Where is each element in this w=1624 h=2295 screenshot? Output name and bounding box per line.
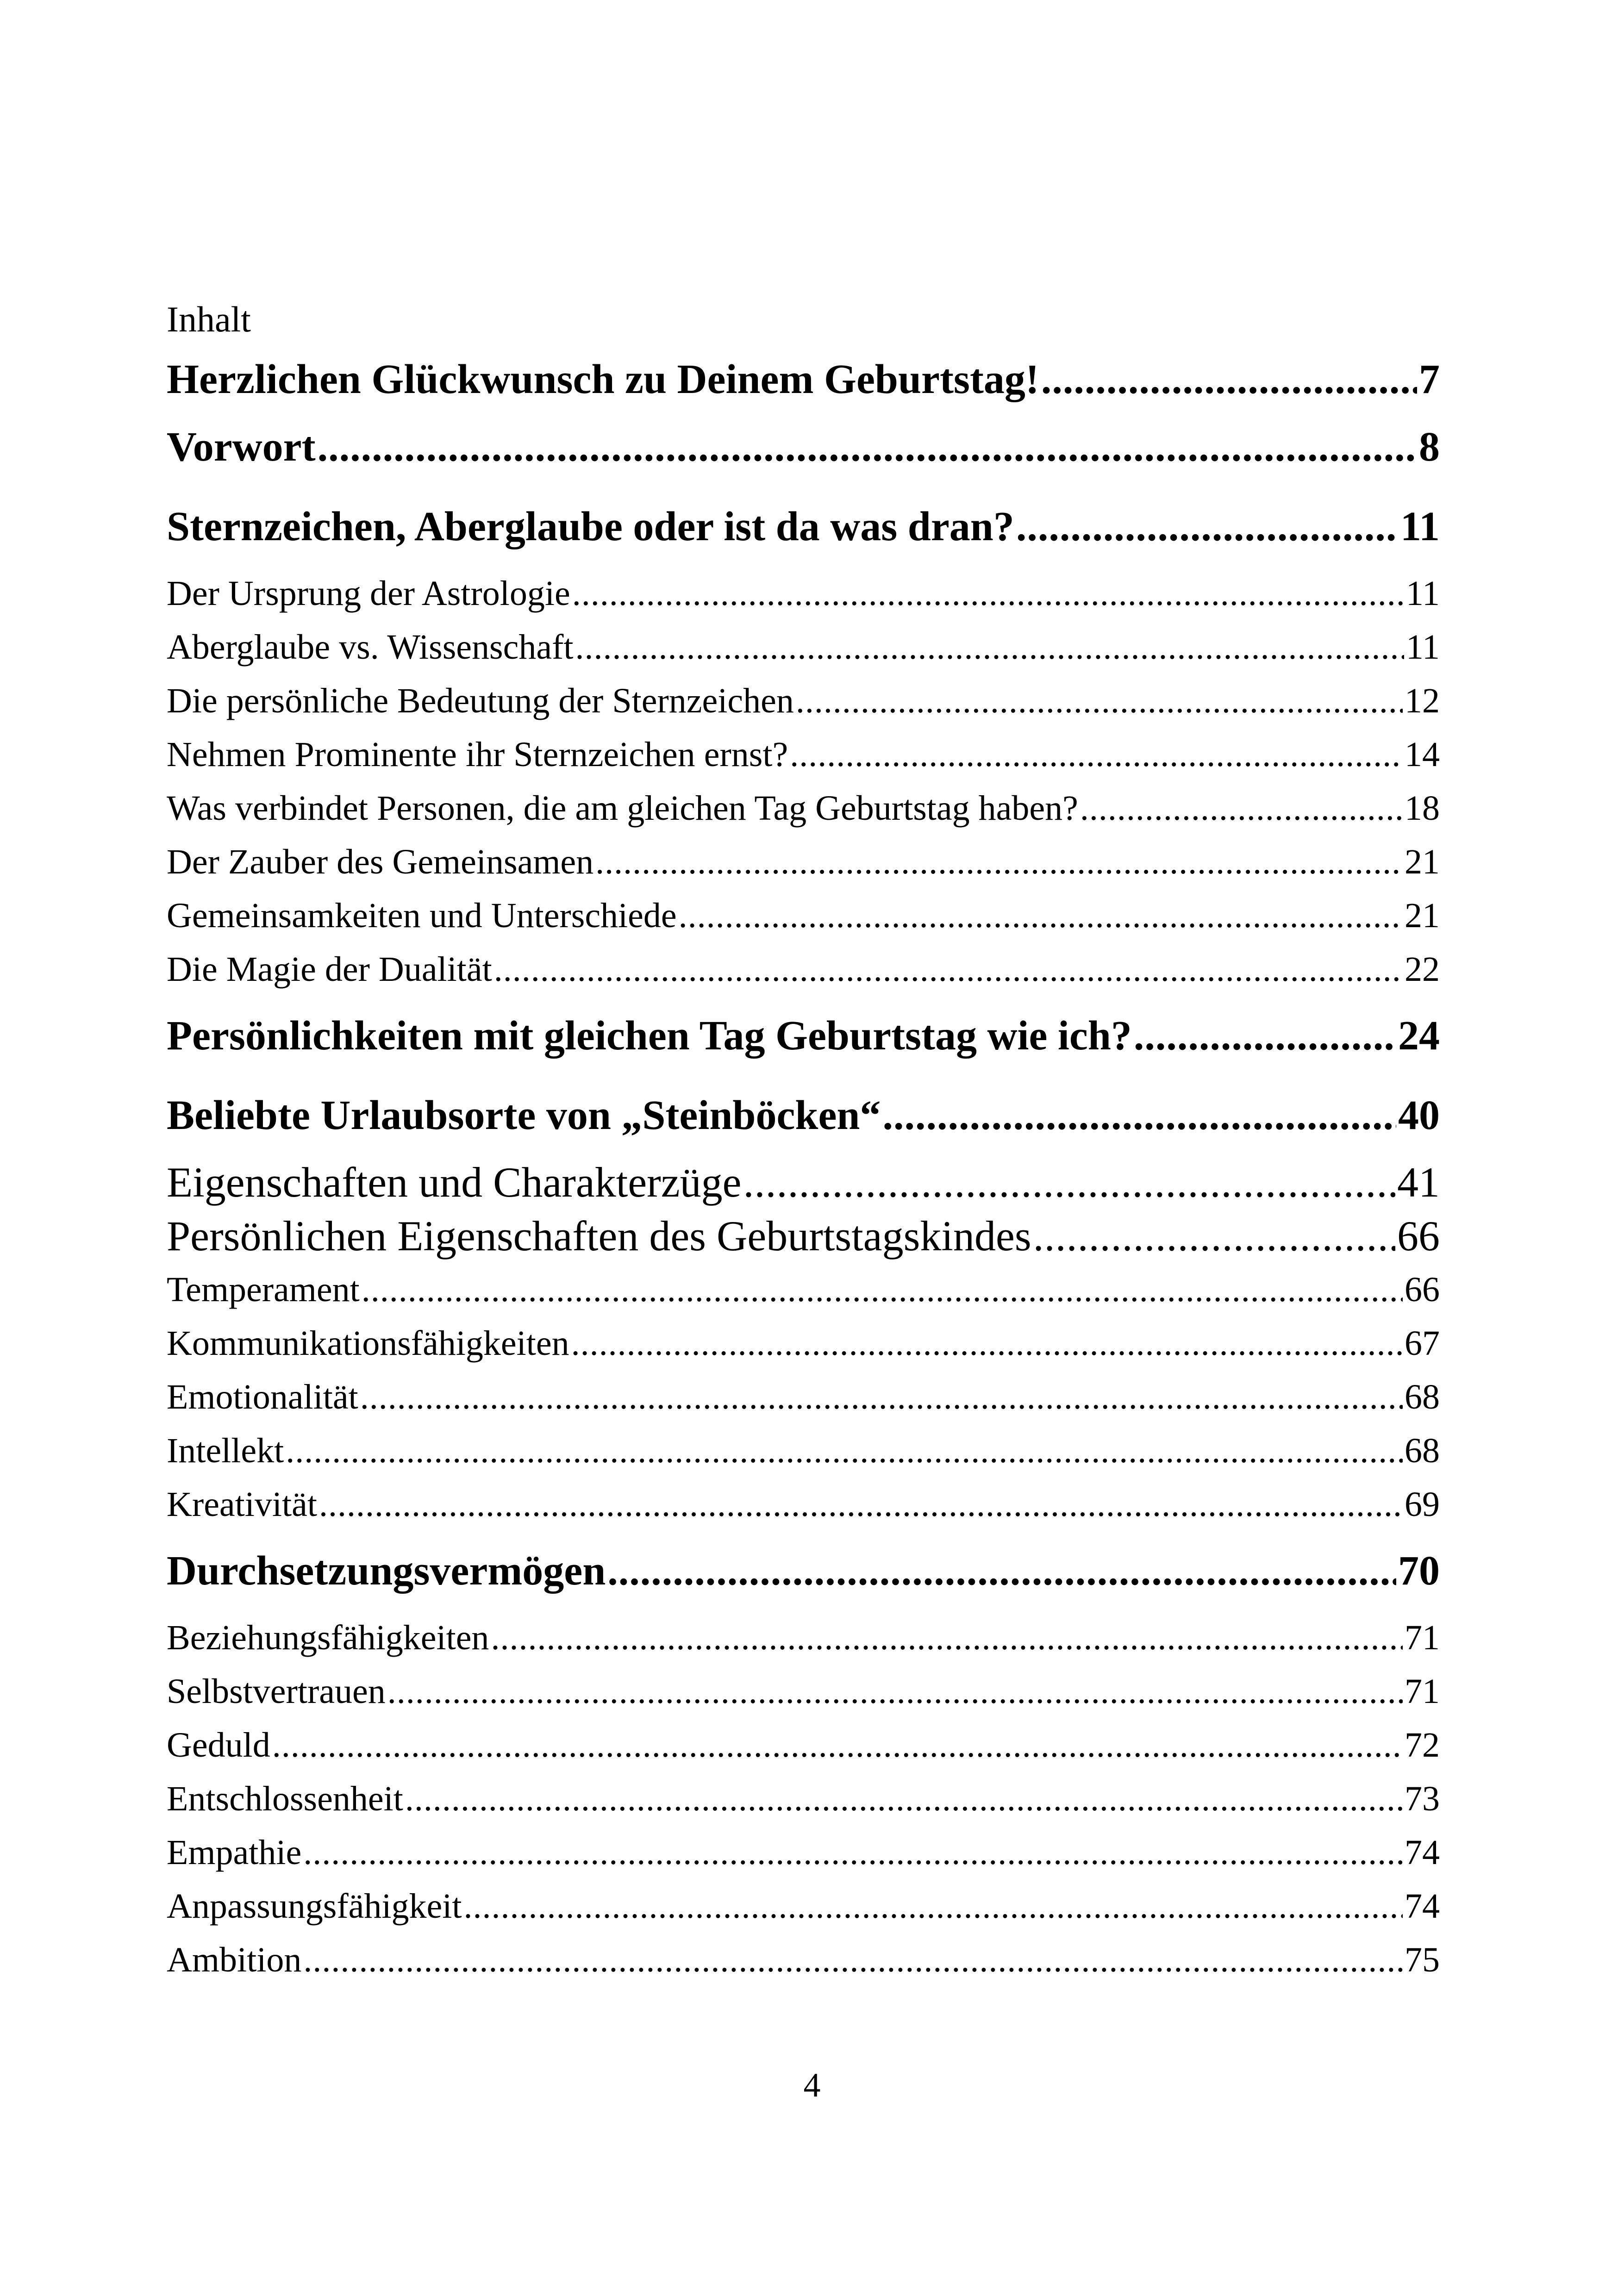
toc-entry-page-number: 73 (1405, 1779, 1440, 1818)
dot-leader (1033, 1209, 1395, 1263)
toc-section-entry[interactable] (167, 1155, 1440, 1209)
toc-entry-label: Persönlichen Eigenschaften des Geburtstagskindes (167, 1212, 1031, 1260)
toc-entry-label: Beziehungsfähigkeiten (167, 1618, 489, 1657)
toc-chapter-entry[interactable] (167, 487, 1440, 567)
dot-leader (360, 1370, 1403, 1424)
toc-section-entry[interactable] (167, 567, 1440, 620)
toc-section-entry[interactable] (167, 1665, 1440, 1718)
toc-section-entry[interactable] (167, 1316, 1440, 1370)
toc-section-entry[interactable] (167, 1772, 1440, 1826)
toc-entry-page-number: 41 (1397, 1159, 1440, 1206)
table-of-contents (167, 352, 1440, 1987)
dot-leader (1134, 996, 1396, 1076)
toc-entry-label: Nehmen Prominente ihr Sternzeichen ernst? (167, 735, 788, 774)
toc-section-entry[interactable] (167, 781, 1440, 835)
toc-entry-page-number: 69 (1405, 1485, 1440, 1524)
dot-leader (1080, 781, 1403, 835)
toc-entry-label: Durchsetzungsvermögen (167, 1548, 606, 1594)
toc-entry-page-number: 66 (1397, 1212, 1440, 1260)
toc-entry-page-number: 11 (1405, 628, 1440, 667)
dot-leader (790, 728, 1403, 781)
toc-section-entry[interactable] (167, 1424, 1440, 1478)
toc-chapter-entry[interactable] (167, 1076, 1440, 1155)
toc-section-entry[interactable] (167, 1478, 1440, 1531)
toc-entry-page-number: 66 (1405, 1270, 1440, 1309)
toc-entry-label: Aberglaube vs. Wissenschaft (167, 628, 574, 667)
toc-entry-page-number: 11 (1400, 504, 1440, 549)
dot-leader (362, 1263, 1403, 1316)
toc-chapter-entry[interactable] (167, 352, 1440, 407)
toc-section-entry[interactable] (167, 1933, 1440, 1987)
toc-section-entry[interactable] (167, 1611, 1440, 1665)
toc-entry-label: Intellekt (167, 1431, 284, 1470)
toc-entry-label: Eigenschaften und Charakterzüge (167, 1159, 742, 1206)
toc-section-entry[interactable] (167, 1263, 1440, 1316)
toc-entry-label: Der Zauber des Gemeinsamen (167, 842, 594, 881)
toc-entry-label: Der Ursprung der Astrologie (167, 574, 570, 613)
toc-entry-page-number: 67 (1405, 1324, 1440, 1363)
toc-entry-page-number: 40 (1398, 1092, 1440, 1138)
toc-entry-label: Herzlichen Glückwunsch zu Deinem Geburtstag! (167, 356, 1039, 402)
toc-entry-page-number: 24 (1398, 1013, 1440, 1059)
dot-leader (286, 1424, 1403, 1478)
toc-entry-label: Die persönliche Bedeutung der Sternzeichen (167, 681, 794, 720)
toc-entry-page-number: 72 (1405, 1726, 1440, 1765)
toc-entry-label: Was verbindet Personen, die am gleichen Tag Geburtstag haben? (167, 789, 1078, 828)
toc-entry-page-number: 71 (1405, 1672, 1440, 1711)
toc-section-entry[interactable] (167, 1370, 1440, 1424)
toc-entry-label: Anpassungsfähigkeit (167, 1887, 462, 1926)
dot-leader (575, 620, 1404, 674)
toc-entry-page-number: 21 (1405, 896, 1440, 935)
dot-leader (743, 1155, 1395, 1209)
toc-section-entry[interactable] (167, 835, 1440, 889)
toc-entry-page-number: 70 (1398, 1548, 1440, 1594)
toc-section-entry[interactable] (167, 942, 1440, 996)
toc-section-entry[interactable] (167, 1718, 1440, 1772)
toc-section-entry[interactable] (167, 620, 1440, 674)
dot-leader (1016, 487, 1399, 567)
toc-section-entry[interactable] (167, 1826, 1440, 1879)
toc-entry-label: Beliebte Urlaubsorte von „Steinböcken“ (167, 1092, 881, 1138)
toc-entry-label: Emotionalität (167, 1378, 358, 1416)
dot-leader (494, 942, 1403, 996)
toc-entry-page-number: 11 (1405, 574, 1440, 613)
toc-chapter-entry[interactable] (167, 1531, 1440, 1611)
toc-entry-page-number: 21 (1405, 842, 1440, 881)
dot-leader (1041, 352, 1417, 407)
toc-entry-page-number: 71 (1405, 1618, 1440, 1657)
toc-entry-label: Kommunikationsfähigkeiten (167, 1324, 569, 1363)
toc-entry-label: Gemeinsamkeiten und Unterschiede (167, 896, 677, 935)
page-number: 4 (803, 2066, 821, 2104)
dot-leader (319, 1478, 1403, 1531)
dot-leader (272, 1718, 1403, 1772)
toc-entry-page-number: 8 (1419, 424, 1440, 470)
dot-leader (607, 1531, 1396, 1611)
dot-leader (679, 889, 1403, 942)
dot-leader (405, 1772, 1403, 1826)
toc-chapter-entry[interactable] (167, 407, 1440, 487)
toc-entry-page-number: 74 (1405, 1887, 1440, 1926)
toc-entry-page-number: 7 (1419, 356, 1440, 402)
toc-entry-page-number: 14 (1405, 735, 1440, 774)
toc-entry-label: Kreativität (167, 1485, 317, 1524)
toc-entry-label: Temperament (167, 1270, 360, 1309)
dot-leader (387, 1665, 1403, 1718)
dot-leader (796, 674, 1403, 728)
toc-section-entry[interactable] (167, 1879, 1440, 1933)
toc-entry-page-number: 74 (1405, 1833, 1440, 1872)
toc-entry-label: Persönlichkeiten mit gleichen Tag Geburtstag wie ich? (167, 1013, 1132, 1059)
toc-entry-page-number: 68 (1405, 1378, 1440, 1416)
toc-entry-label: Vorwort (167, 424, 316, 470)
toc-title: Inhalt (167, 299, 251, 339)
dot-leader (318, 407, 1417, 487)
toc-entry-label: Selbstvertrauen (167, 1672, 386, 1711)
toc-entry-page-number: 18 (1405, 789, 1440, 828)
toc-entry-label: Empathie (167, 1833, 302, 1872)
toc-section-entry[interactable] (167, 1209, 1440, 1263)
dot-leader (571, 1316, 1403, 1370)
toc-entry-label: Geduld (167, 1726, 270, 1765)
toc-entry-label: Ambition (167, 1940, 302, 1979)
dot-leader (303, 1826, 1403, 1879)
toc-entry-label: Die Magie der Dualität (167, 950, 492, 989)
toc-entry-label: Entschlossenheit (167, 1779, 403, 1818)
dot-leader (463, 1879, 1403, 1933)
toc-section-entry[interactable] (167, 674, 1440, 728)
dot-leader (595, 835, 1403, 889)
toc-section-entry[interactable] (167, 728, 1440, 781)
toc-section-entry[interactable] (167, 889, 1440, 942)
toc-entry-page-number: 12 (1405, 681, 1440, 720)
toc-entry-page-number: 68 (1405, 1431, 1440, 1470)
dot-leader (572, 567, 1404, 620)
toc-entry-page-number: 22 (1405, 950, 1440, 989)
dot-leader (882, 1076, 1396, 1155)
toc-chapter-entry[interactable] (167, 996, 1440, 1076)
toc-entry-label: Sternzeichen, Aberglaube oder ist da was dran? (167, 504, 1014, 549)
toc-entry-page-number: 75 (1405, 1940, 1440, 1979)
dot-leader (491, 1611, 1403, 1665)
dot-leader (303, 1933, 1403, 1987)
